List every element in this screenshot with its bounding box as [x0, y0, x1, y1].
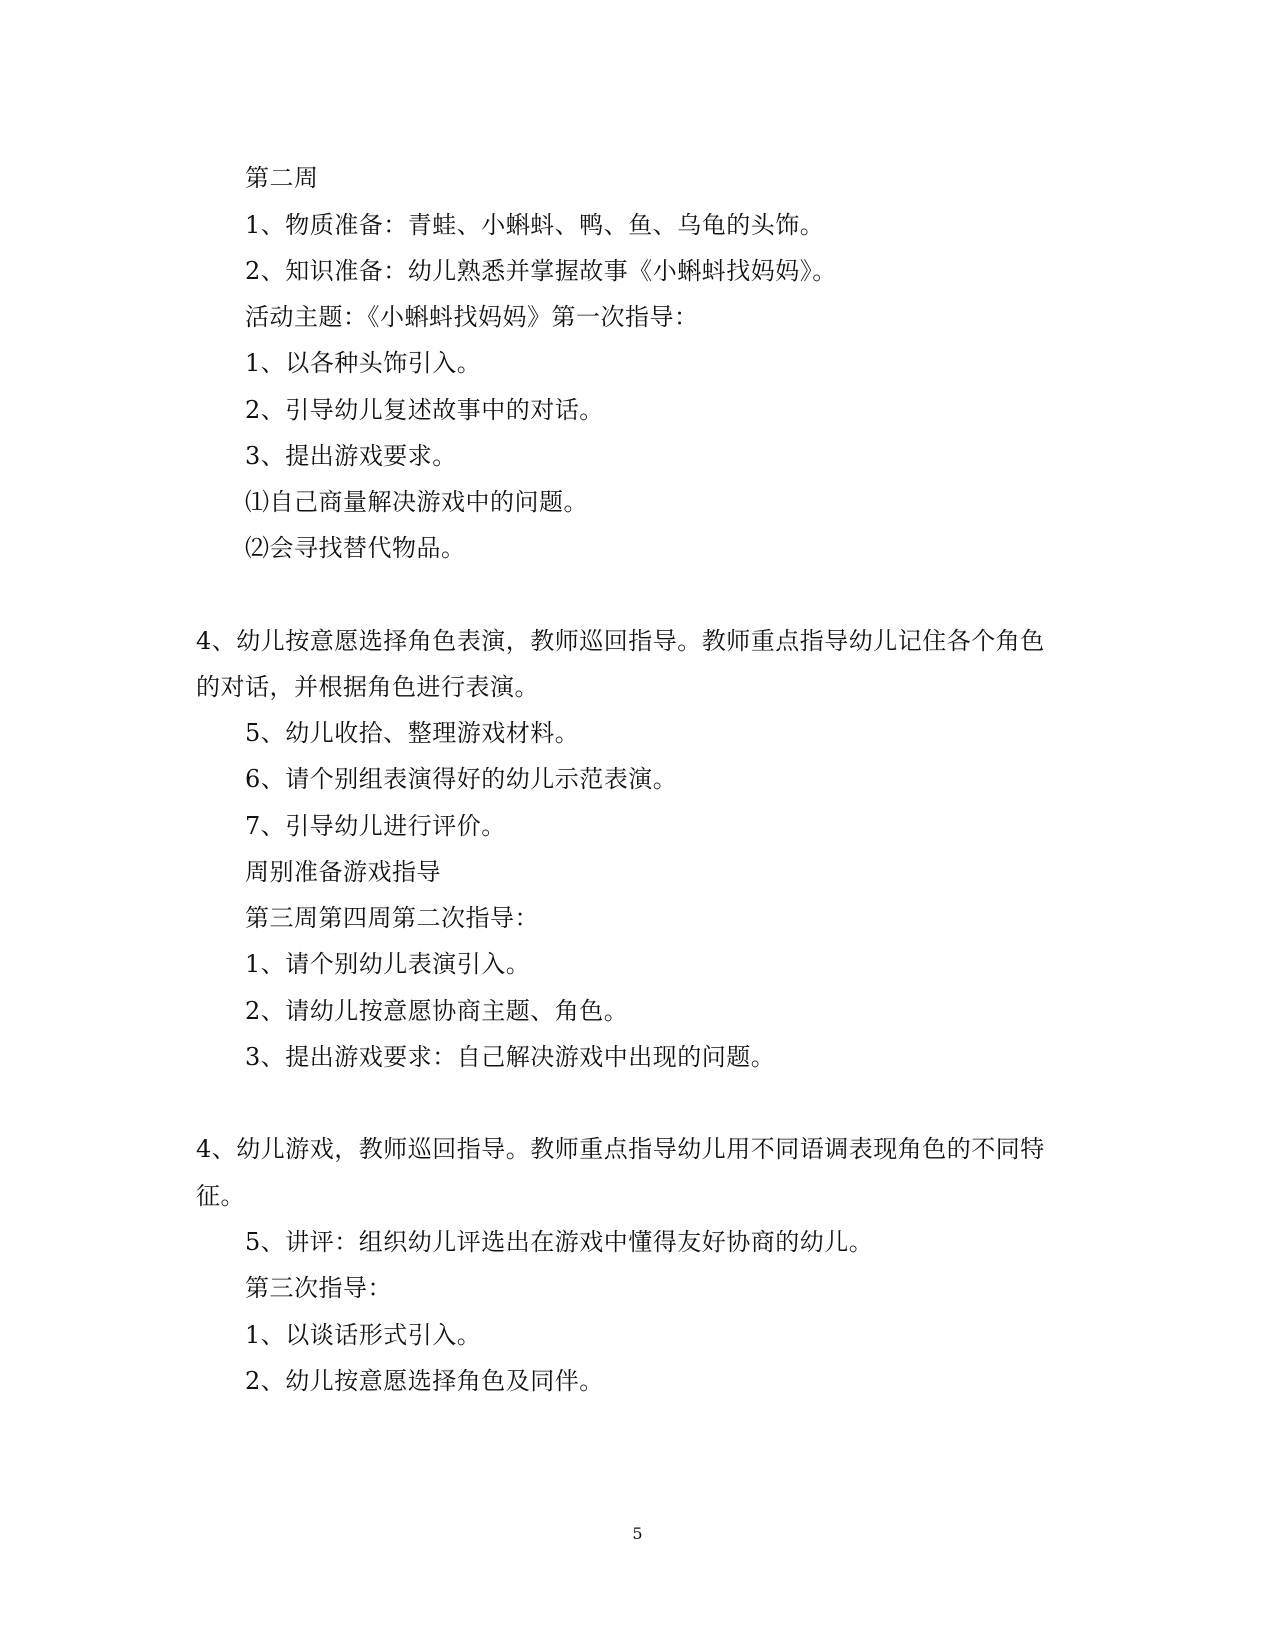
text-line: 5、讲评：组织幼儿评选出在游戏中懂得友好协商的幼儿。	[245, 1228, 874, 1256]
section-heading-week-two: 第二周	[245, 164, 319, 192]
text-line: 3、提出游戏要求。	[245, 442, 457, 470]
text-line: 1、以谈话形式引入。	[245, 1321, 482, 1349]
text-line: 第三周第四周第二次指导：	[245, 904, 539, 932]
text-line: ⑵会寻找替代物品。	[245, 534, 466, 562]
text-line: 5、幼儿收拾、整理游戏材料。	[245, 719, 580, 747]
text-line: 2、知识准备：幼儿熟悉并掌握故事《小蝌蚪找妈妈》。	[245, 257, 837, 285]
page-number: 5	[632, 1524, 643, 1543]
text-line: 周别准备游戏指导	[245, 858, 441, 886]
text-line: 3、提出游戏要求：自己解决游戏中出现的问题。	[245, 1043, 776, 1071]
text-line: 1、以各种头饰引入。	[245, 349, 482, 377]
text-line: 征。	[196, 1182, 245, 1210]
text-line: ⑴自己商量解决游戏中的问题。	[245, 488, 588, 516]
text-line: 第三次指导：	[245, 1274, 392, 1302]
text-line: 2、幼儿按意愿选择角色及同伴。	[245, 1367, 604, 1395]
text-line: 的对话，并根据角色进行表演。	[196, 673, 539, 701]
text-line: 2、请幼儿按意愿协商主题、角色。	[245, 997, 629, 1025]
activity-theme-line: 活动主题：《小蝌蚪找妈妈》第一次指导：	[245, 303, 699, 331]
text-line: 2、引导幼儿复述故事中的对话。	[245, 396, 604, 424]
text-line: 6、请个别组表演得好的幼儿示范表演。	[245, 765, 678, 793]
text-line: 1、请个别幼儿表演引入。	[245, 950, 531, 978]
text-line: 1、物质准备：青蛙、小蝌蚪、鸭、鱼、乌龟的头饰。	[245, 211, 825, 239]
text-line: 7、引导幼儿进行评价。	[245, 812, 506, 840]
text-line: 4、幼儿游戏，教师巡回指导。教师重点指导幼儿用不同语调表现角色的不同特	[196, 1135, 1045, 1163]
text-line: 4、幼儿按意愿选择角色表演，教师巡回指导。教师重点指导幼儿记住各个角色	[196, 627, 1045, 655]
